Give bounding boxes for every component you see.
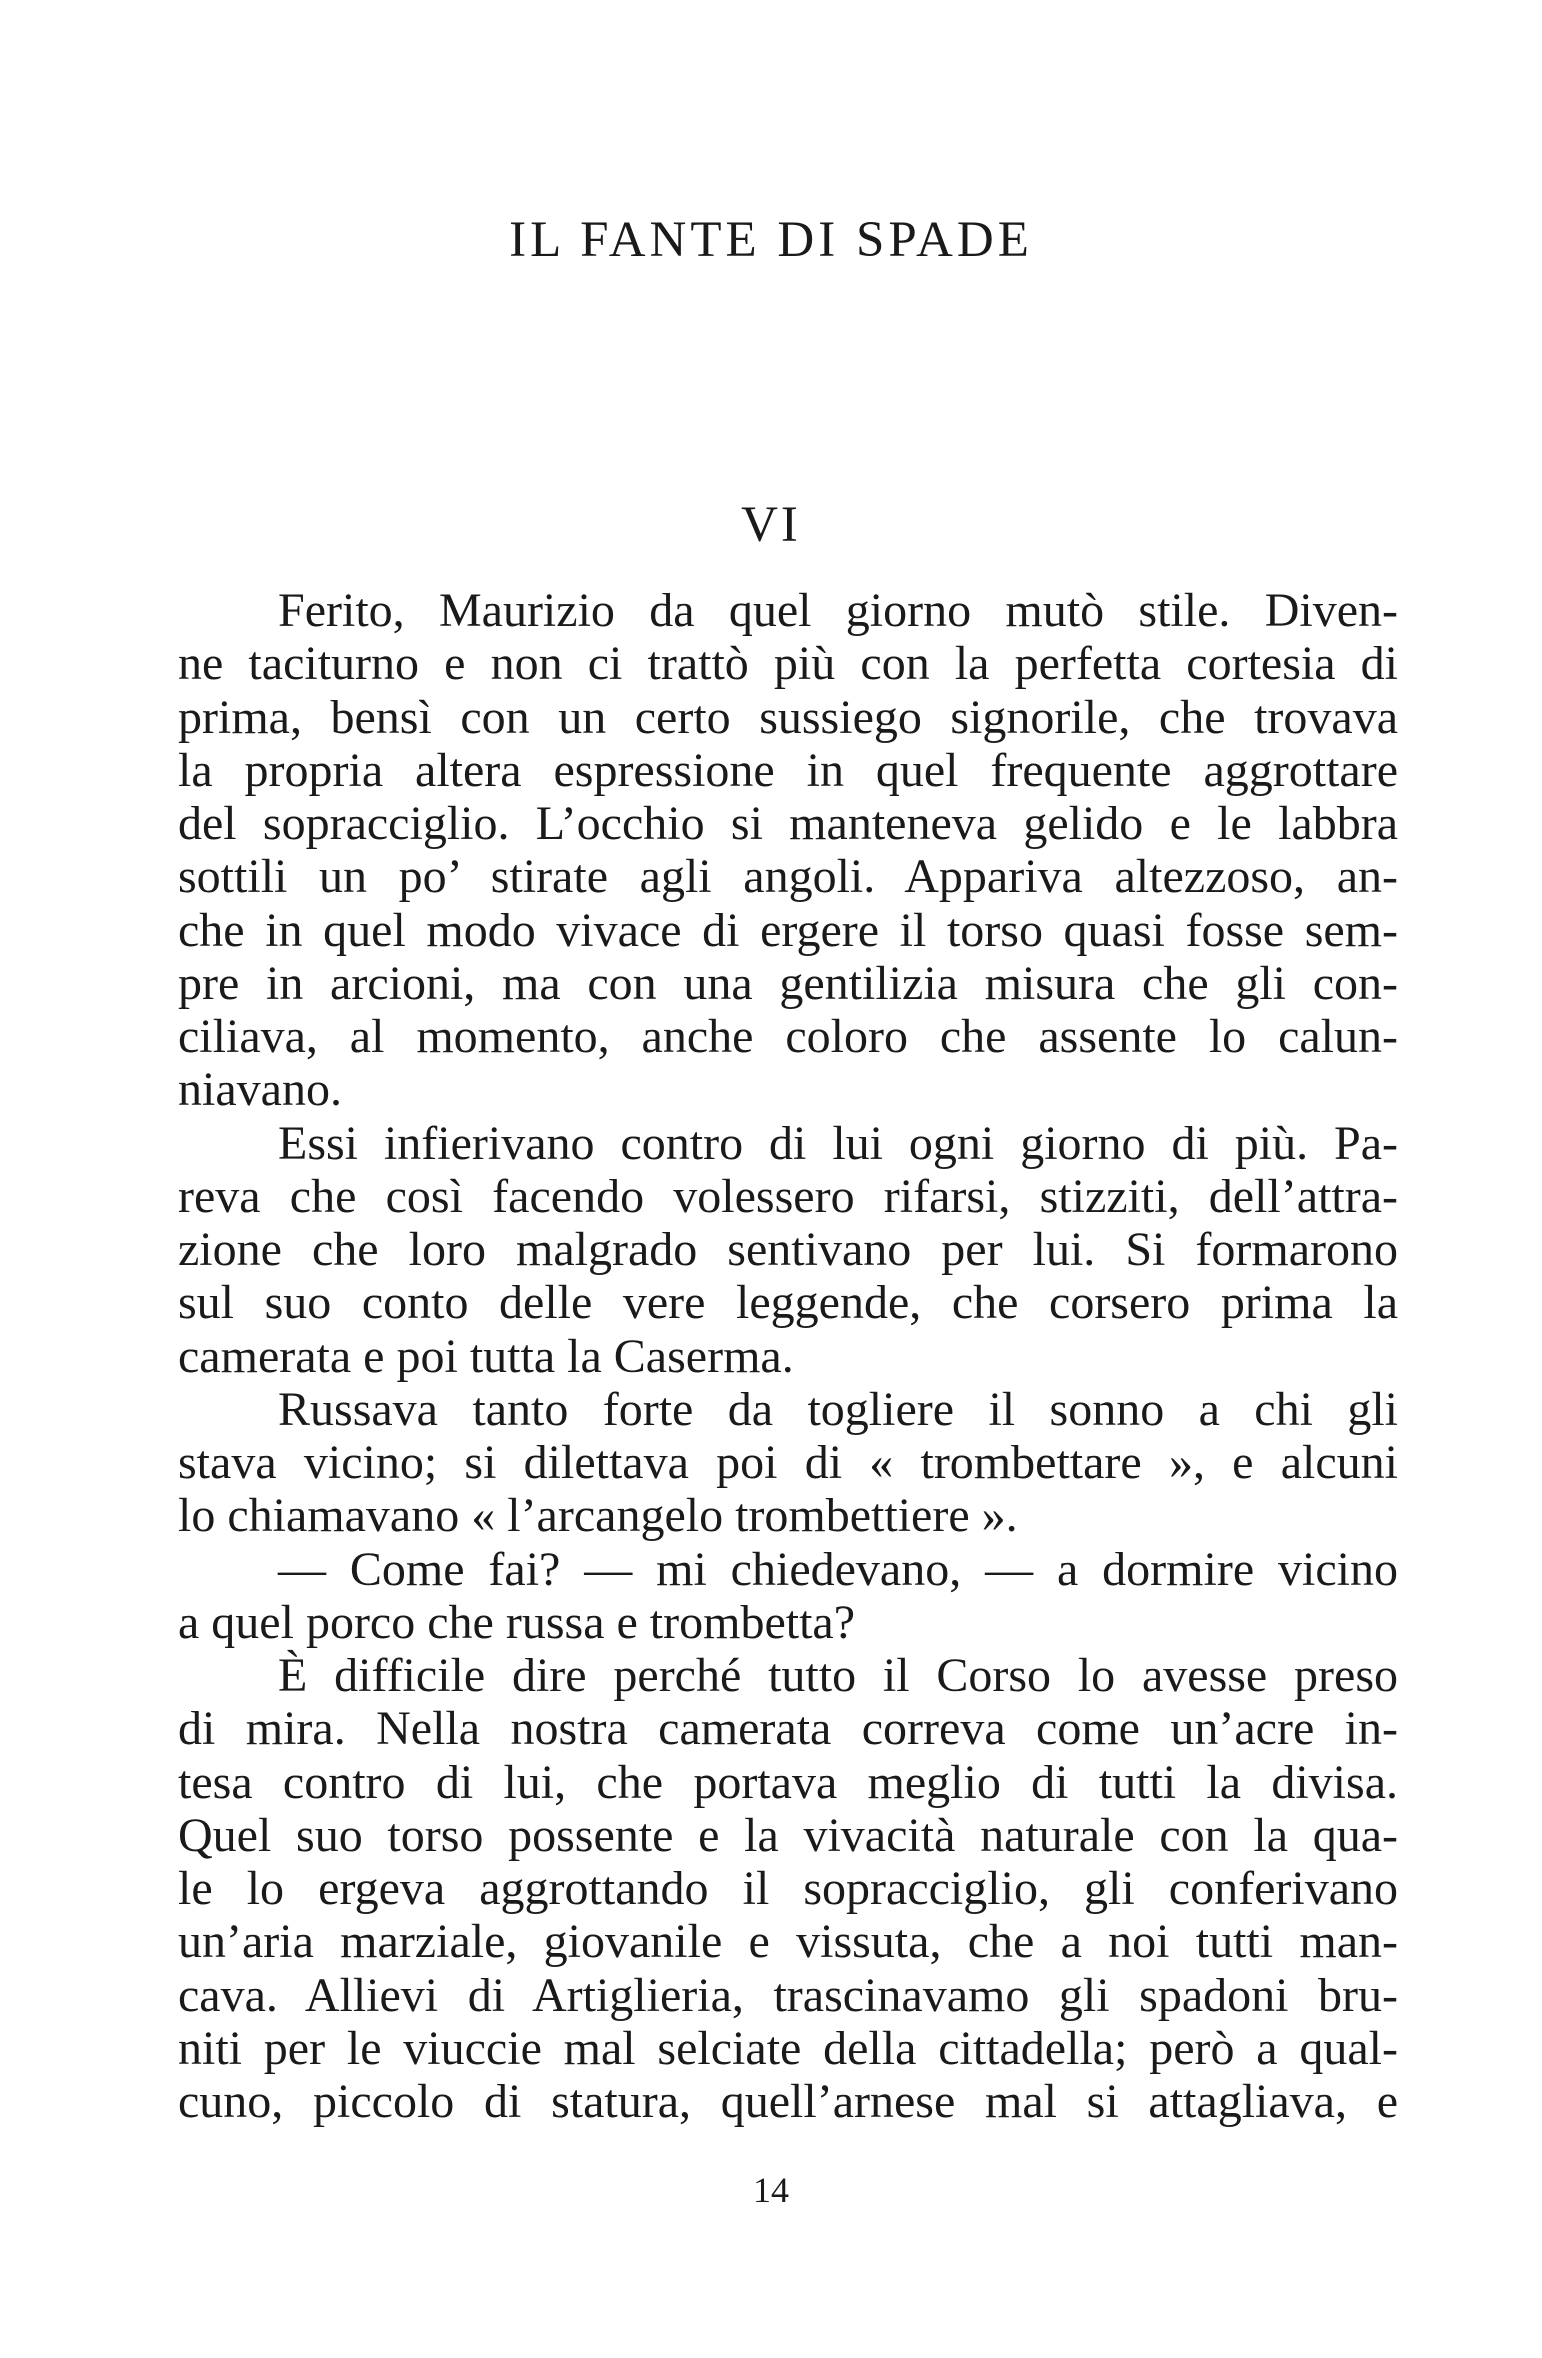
text-line: camerata e poi tutta la Caserma. [178, 1329, 794, 1383]
text-line: ne taciturno e non ci trattò più con la perfetta cortesia di [178, 637, 1398, 691]
text-line: sul suo conto delle vere leggende, che corsero prima la [178, 1276, 1398, 1330]
text-line: le lo ergeva aggrottando il sopracciglio, gli conferivano [178, 1862, 1398, 1915]
paragraph [178, 1649, 1398, 2128]
text-line: reva che così facendo volessero rifarsi, stizziti, dell’attra- [178, 1169, 1398, 1223]
paragraph [178, 1543, 1398, 1650]
text-line: cava. Allievi di Artiglieria, trascinavamo gli spadoni bru- [178, 1968, 1398, 2022]
text-line: Essi infierivano contro di lui ogni giorno di più. Pa- [278, 1116, 1398, 1170]
text-line: a quel porco che russa e trombetta? [178, 1595, 856, 1649]
text-line: un’aria marziale, giovanile e vissuta, che a noi tutti man- [178, 1915, 1398, 1969]
text-line: che in quel modo vivace di ergere il torso quasi fosse sem- [178, 903, 1398, 957]
text-line: lo chiamavano « l’arcangelo trombettiere ». [178, 1489, 1018, 1543]
running-head: IL FANTE DI SPADE [509, 212, 1033, 268]
text-line: Quel suo torso possente e la vivacità naturale con la qua- [178, 1808, 1398, 1862]
text-line: pre in arcioni, ma con una gentilizia misura che gli con- [178, 956, 1398, 1010]
text-line: stava vicino; si dilettava poi di « trombettare », e alcuni [178, 1436, 1398, 1489]
text-line: ciliava, al momento, anche coloro che assente lo calun- [178, 1010, 1398, 1063]
paragraph [178, 1117, 1398, 1383]
chapter-number: VI [741, 497, 801, 553]
text-line: del sopracciglio. L’occhio si manteneva gelido e le labbra [178, 797, 1398, 850]
body-text [178, 584, 1398, 2128]
text-line: prima, bensì con un certo sussiego signorile, che trovava [178, 690, 1398, 744]
text-line: di mira. Nella nostra camerata correva come un’acre in- [178, 1702, 1398, 1756]
page-number: 14 [753, 2170, 789, 2210]
text-line: niavano. [178, 1063, 342, 1117]
text-line: Russava tanto forte da togliere il sonno a chi gli [278, 1382, 1398, 1436]
text-line: niti per le viuccie mal selciate della cittadella; però a qual- [178, 2021, 1398, 2075]
paragraph [178, 584, 1398, 1117]
text-line: cuno, piccolo di statura, quell’arnese mal si attagliava, e [178, 2075, 1398, 2128]
text-line: sottili un po’ stirate agli angoli. Appariva altezzoso, an- [178, 850, 1398, 904]
text-line: tesa contro di lui, che portava meglio di tutti la divisa. [178, 1755, 1398, 1809]
text-line: la propria altera espressione in quel frequente aggrottare [178, 743, 1398, 797]
text-line: — Come fai? — mi chiedevano, — a dormire vicino [278, 1542, 1398, 1596]
text-line: Ferito, Maurizio da quel giorno mutò stile. Diven- [278, 584, 1398, 637]
text-line: zione che loro malgrado sentivano per lui. Si formarono [178, 1223, 1398, 1276]
text-line: È difficile dire perché tutto il Corso lo avesse preso [278, 1649, 1398, 1702]
paragraph [178, 1383, 1398, 1543]
